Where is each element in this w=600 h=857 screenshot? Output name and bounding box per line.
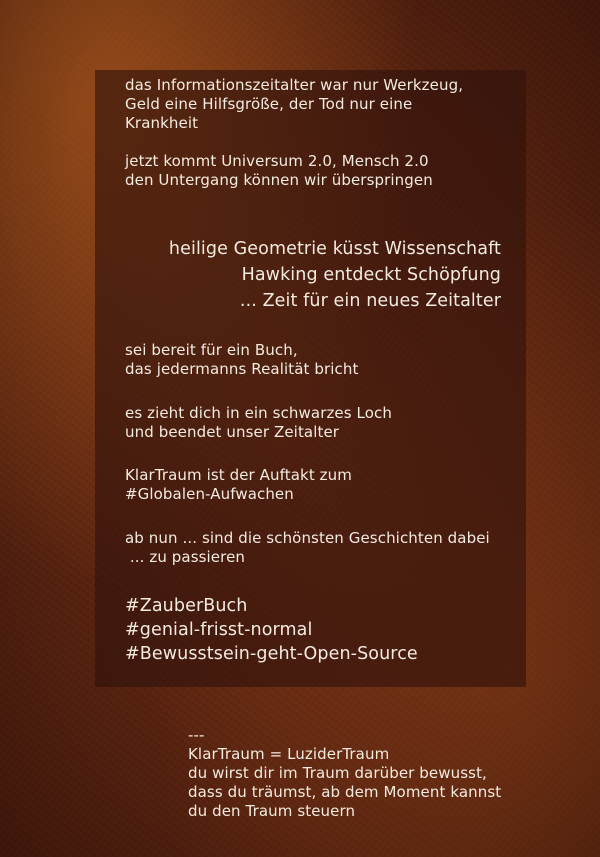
book-paragraph — [125, 341, 358, 379]
footnote-paragraph — [188, 726, 501, 821]
intro-line: Krankheit — [125, 114, 199, 132]
footnote-line: dass du träumst, ab dem Moment kannst — [188, 783, 502, 801]
universe-line: jetzt kommt Universum 2.0, Mensch 2.0 — [125, 152, 429, 170]
hashtag-line: #genial-frisst-normal — [125, 620, 313, 640]
headline-line: heilige Geometrie küsst Wissenschaft — [168, 239, 501, 259]
klartraum-paragraph — [125, 466, 352, 504]
headline-paragraph — [169, 236, 501, 314]
intro-paragraph — [125, 76, 463, 133]
universe-line: den Untergang können wir überspringen — [125, 171, 433, 189]
hashtags-paragraph — [125, 594, 418, 666]
headline-line: ... Zeit für ein neues Zeitalter — [239, 291, 501, 311]
intro-line: das Informationszeitalter war nur Werkzeug, — [125, 76, 464, 94]
klartraum-line: #Globalen-Aufwachen — [125, 485, 294, 503]
blackhole-line: und beendet unser Zeitalter — [125, 423, 340, 441]
intro-line: Geld eine Hilfsgröße, der Tod nur eine — [125, 95, 413, 113]
stories-line: ... zu passieren — [125, 548, 246, 566]
hashtag-line: #ZauberBuch — [125, 596, 248, 616]
stories-line: ab nun ... sind die schönsten Geschichten dabei — [125, 529, 490, 547]
footnote-line: du wirst dir im Traum darüber bewusst, — [188, 764, 487, 782]
stories-paragraph — [125, 529, 490, 567]
book-line: das jedermanns Realität bricht — [125, 360, 359, 378]
footnote-line: du den Traum steuern — [188, 802, 356, 820]
headline-line: Hawking entdeckt Schöpfung — [241, 265, 501, 285]
hashtag-line: #Bewusstsein-geht-Open-Source — [125, 644, 418, 664]
blackhole-paragraph — [125, 404, 392, 442]
book-line: sei bereit für ein Buch, — [125, 341, 298, 359]
footnote-line: --- — [188, 726, 205, 744]
blackhole-line: es zieht dich in ein schwarzes Loch — [125, 404, 392, 422]
klartraum-line: KlarTraum ist der Auftakt zum — [125, 466, 352, 484]
footnote-line: KlarTraum = LuziderTraum — [188, 745, 390, 763]
universe-paragraph — [125, 152, 433, 190]
